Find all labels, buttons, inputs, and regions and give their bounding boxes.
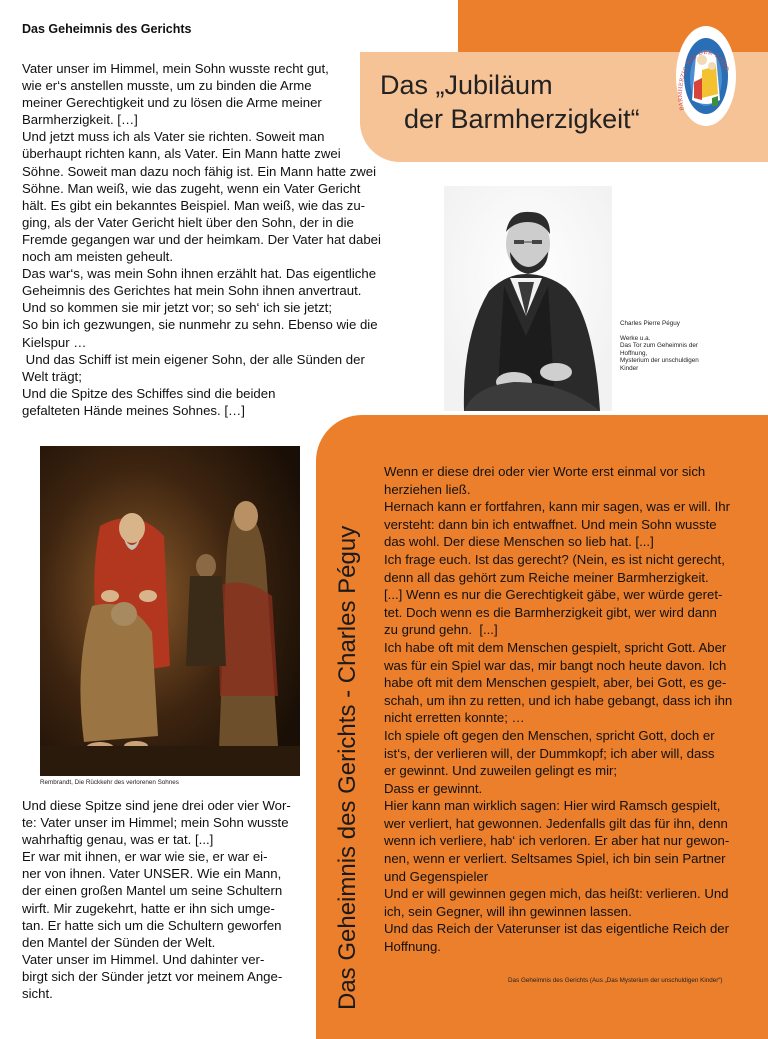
text-line: Hier kann man wirklich sagen: Hier wird Ramsch gespielt, — [384, 798, 721, 814]
jubilee-title-line-1: Das „Jubiläum — [380, 70, 553, 100]
text-line: noch am meisten geheult. — [22, 249, 174, 265]
text-line: So bin ich gezwungen, sie nunmehr zu sehn. Ebenso wie die — [22, 317, 378, 333]
title-panel-notch — [458, 52, 660, 58]
text-line: der einen großen Mantel um seine Schultern — [22, 883, 283, 899]
peguy-portrait — [444, 186, 612, 411]
text-line: nen, wenn er verliert. Seltsames Spiel, ich bin sein Partner — [384, 851, 726, 867]
text-line: was für ein Spiel war das, mir bangt noch heute davon. Ich — [384, 657, 727, 673]
text-line: tet. Doch wenn es die Barmherzigkeit gibt, wer wird dann — [384, 604, 717, 620]
text-line: Dass er gewinnt. — [384, 780, 483, 796]
text-line: Und das Reich der Vaterunser ist das eigentliche Reich der — [384, 921, 730, 937]
text-line: Und das Schiff ist mein eigener Sohn, der alle Sünden der — [22, 351, 365, 367]
text-line: [...] Wenn es nur die Gerechtigkeit gäbe, wer würde geret- — [384, 587, 723, 603]
text-line: Das war‘s, was mein Sohn ihnen erzählt hat. Das eigentliche — [22, 266, 377, 282]
text-line: Söhne. Soweit man dazu noch fähig ist. Ein Mann hatte zwei — [22, 163, 377, 179]
text-line: wirft. Mir zugekehrt, hatte er ihn sich umge- — [22, 900, 275, 916]
text-line: Vater unser im Himmel. Und dahinter ver- — [22, 951, 265, 967]
text-line: Barmherzigkeit. […] — [22, 112, 138, 128]
text-line: tan. Er hatte sich um die Schultern geworfen — [22, 917, 282, 933]
text-line: ner von ihnen. Vater UNSER. Wie ein Mann, — [22, 866, 282, 882]
text-line: meiner Gerechtigkeit und zu lösen die Arme meiner — [22, 95, 322, 111]
works-line: Mysterium der unschuldigen — [620, 357, 699, 365]
text-line: das wohl. Der diese Menschen so lieb hat. [...] — [384, 534, 654, 550]
text-line: Ich spiele oft gegen den Menschen, spricht Gott, doch er — [384, 727, 715, 743]
text-line: birgt sich der Sünder jetzt vor meinem Ange- — [22, 968, 283, 984]
vertical-title: Das Geheimnis des Gerichts - Charles Péguy — [334, 525, 361, 1010]
text-line: gefalteten Hände meines Sohnes. […] — [22, 402, 245, 418]
jubilee-title-line-2: der Barmherzigkeit“ — [404, 104, 640, 134]
text-line: und Gegenspieler — [384, 868, 489, 884]
left-text-bottom — [22, 797, 312, 1002]
text-line: te: Vater unser im Himmel; mein Sohn wusste — [22, 815, 289, 831]
works-line: Kinder — [620, 364, 639, 372]
text-line: Hernach kann er fortfahren, kann mir sagen, was er will. Ihr — [384, 499, 730, 515]
text-line: Und diese Spitze sind jene drei oder vier Wor- — [22, 798, 291, 813]
text-line: Vater unser im Himmel, mein Sohn wusste recht gut, — [22, 61, 329, 76]
text-line: den Mantel der Sünden der Welt. — [22, 934, 216, 950]
text-line: ich, sein Gegner, will ihn gewinnen lassen. — [384, 903, 632, 919]
text-line: denn all das gehört zum Reiche meiner Barmherzigkeit. — [384, 569, 709, 585]
text-line: wie er‘s anstellen musste, um zu binden die Arme — [22, 78, 312, 94]
text-line: schah, um ihn zu retten, und ich habe gebangt, dass ich ihn — [384, 692, 733, 708]
logo-circle-text: BARMHERZIG WIE DER VATER — [677, 49, 730, 111]
text-line: Und die Spitze des Schiffes sind die beiden — [22, 385, 276, 401]
jubilee-logo-icon — [672, 20, 740, 132]
right-text-body — [384, 463, 756, 956]
jubilee-title — [380, 68, 680, 136]
text-line: hält. Es gibt ein bekanntes Beispiel. Man weiß, wie das zu- — [22, 197, 366, 213]
text-line: Er war mit ihnen, er war wie sie, er war ei- — [22, 849, 268, 865]
text-line: Ich habe oft mit dem Menschen gespielt, spricht Gott. Aber — [384, 639, 727, 655]
works-line: Das Tor zum Geheimnis der — [620, 342, 698, 350]
text-line: Geheimnis des Gerichtes hat mein Sohn ihnen anvertraut. — [22, 283, 362, 299]
text-line: ging, als der Vater Gericht hielt über den Sohn, der in die — [22, 214, 354, 230]
text-line: Welt trägt; — [22, 368, 82, 384]
page-heading: Das Geheimnis des Gerichts — [22, 22, 192, 36]
text-line: nicht erretten konnte; … — [384, 710, 525, 726]
text-line: wer verliert, hat gewonnen. Jedenfalls gilt das für ihn, denn — [384, 815, 728, 831]
text-line: er gewinnt. Und zuweilen gelingt es mir; — [384, 763, 618, 779]
text-line: Ich frage euch. Ist das gerecht? (Nein, es ist nicht gerecht, — [384, 551, 725, 567]
text-line: Söhne. Man weiß, wie das zugeht, wenn ein Vater Gericht — [22, 180, 361, 196]
text-line: wenn ich verliere, hab‘ ich verloren. Er aber hat nur gewon- — [384, 833, 730, 849]
portrait-caption-works-label: Werke u.a. — [620, 334, 651, 342]
text-line: Wenn er diese drei oder vier Worte erst einmal vor sich — [384, 464, 706, 479]
text-line: überhaupt richten kann, als Vater. Ein Mann hatte zwei — [22, 146, 341, 162]
text-line: zu grund gehn. [...] — [384, 622, 498, 638]
text-line: wahrhaftig genau, was er tat. [...] — [22, 832, 214, 848]
text-line: Und jetzt muss ich als Vater sie richten. Soweit man — [22, 129, 325, 145]
text-line: versteht: dann bin ich entwaffnet. Und mein Sohn wusste — [384, 516, 717, 532]
portrait-caption-works — [620, 342, 750, 372]
text-line: herziehen ließ. — [384, 481, 471, 497]
rembrandt-painting — [40, 446, 300, 776]
left-text-top — [22, 60, 390, 419]
text-line: Kielspur … — [22, 334, 87, 350]
works-line: Hoffnung, — [620, 349, 648, 357]
text-line: Hoffnung. — [384, 939, 441, 955]
text-line: Und er will gewinnen gegen mich, das heißt: verlieren. Und — [384, 886, 729, 902]
portrait-caption — [620, 320, 750, 373]
source-note: Das Geheimnis des Gerichts (Aus „Das Mysterium der unschuldigen Kinder“) — [508, 977, 723, 984]
text-line: Und so kommen sie mir jetzt vor; so seh‘ ich sie jetzt; — [22, 300, 333, 316]
text-line: habe oft mit dem Menschen gespielt, aber, bei Gott, es ge- — [384, 675, 727, 691]
painting-caption: Rembrandt, Die Rückkehr des verlorenen Sohnes — [40, 779, 179, 786]
text-line: sicht. — [22, 986, 53, 1002]
text-line: ist‘s, der verlieren will, der Dummkopf; ich aber will, dass — [384, 745, 715, 761]
text-line: Fremde gegangen war und der heimkam. Der Vater hat dabei — [22, 231, 381, 247]
portrait-caption-name: Charles Pierre Péguy — [620, 320, 680, 327]
